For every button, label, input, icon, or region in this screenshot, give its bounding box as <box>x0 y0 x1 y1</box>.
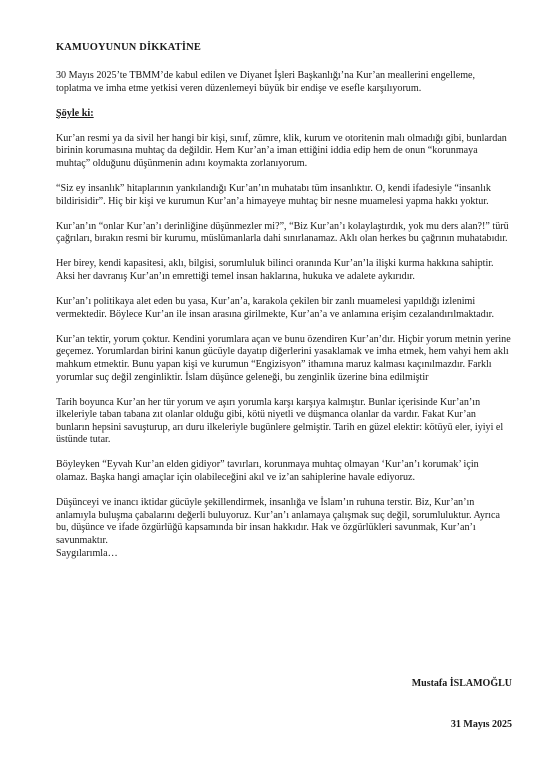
paragraph-4: Her birey, kendi kapasitesi, aklı, bilgisi, sorumluluk bilinci oranında Kur’an’la ilişki kurma hakkına sahiptir. Aksi her davranış Kur’an’ın emrettiği temel insan haklarına, hukuka ve adalete aykırıdır. <box>56 258 494 282</box>
paragraph-3: Kur’an’ın “onlar Kur’an’ı derinliğine düşünmezler mi?”, “Biz Kur’an’ı kolaylaştırdık, yok mu ders alan?!” türü çağrıları, bırakın resmi bir kurumu, müslümanlarla dahi sınırlanamaz. Aklı olan herkes bu çağrının muhatabıdır. <box>56 220 509 245</box>
document-title: KAMUOYUNUN DİKKATİNE <box>56 42 201 53</box>
signature-name: Mustafa İSLAMOĞLU <box>411 678 512 689</box>
intro-paragraph: 30 Mayıs 2025’te TBMM’de kabul edilen ve Diyanet İşleri Başkanlığı’na Kur’an meallerini engelleme, toplatma ve imha etme yetkisi veren düzenlemeyi büyük bir endişe ve esefle karşılıyorum. <box>56 70 476 94</box>
paragraph-5: Kur’an’ı politikaya alet eden bu yasa, Kur’an’a, karakola çekilen bir zanlı muamelesi yapıldığı izlenimi vermektedir. Böylece Kur’an ile insan arasına girilmekte, Kur’an’a ve anlamına erişim cezalandırılmaktadır. <box>56 296 494 320</box>
signature-date: 31 Mayıs 2025 <box>450 719 512 730</box>
paragraph-2: “Siz ey insanlık” hitaplarının yankılandığı Kur’an’ın muhatabı tüm insanlıktır. O, kendi ifadesiyle “insanlık bildirisidir”. Hiç bir kişi ve kurumun Kur’an’a himayeye muhtaç bir nesne muamelesi yapma hakkı yoktur. <box>56 182 491 207</box>
paragraph-9: Düşünceyi ve inancı iktidar gücüyle şekillendirmek, insanlığa ve İslam’ın ruhuna terstir. Biz, Kur’an’ın anlamıyla buluşma çabalarını değerli buluyoruz. Kur’an’ı anlamaya çalışmak suç değil, sorumluluktur. Ayrıca bu, düşünce ve ifade özgürlüğü kapsamında bir insan hakkıdır. Hak ve özgürlükleri savunmak, Kur’an’ı savunmaktır. <box>56 497 500 546</box>
paragraph-8: Böyleyken “Eyvah Kur’an elden gidiyor” tavırları, korunmaya muhtaç olmayan ‘Kur’an’ı korumak’ için olamaz. Başka hangi amaçlar için olabileceğini akıl ve iz’an sahiplerine havale ediyoruz. <box>56 459 479 484</box>
closing-line: Saygılarımla… <box>56 547 118 559</box>
paragraph-6: Kur’an tektir, yorum çoktur. Kendini yorumlara açan ve bunu özendiren Kur’an’dır. Hiçbir yorum metnin yerine geçemez. Yorumlardan birini kanun gücüyle dayatıp diğerlerini yasaklamak ve imha etmek, hem vahyi hem aklı mahkum etmektir. Bunu yapan kişi ve kurumun “Engizisyon” ithamına maruz kalması kaçınılmazdır. Farklı yorumlar suç değil zenginliktir. İslam düşünce geleneği, bu zenginlik üzerine bina edilmiştir <box>56 333 511 383</box>
paragraph-1: Kur’an resmi ya da sivil her hangi bir kişi, sınıf, zümre, klik, kurum ve otoritenin malı olmadığı gibi, bunlardan birinin korumasına muhtaç da değildir. Hem Kur’an’a iman ettiğini iddia edip hem de onun “korunmaya muhtaç” olduğunu düşünmenin adını koymakta zorlanıyorum. <box>56 132 507 169</box>
paragraph-7: Tarih boyunca Kur’an her tür yorum ve aşırı yorumla karşı karşıya kalmıştır. Bunlar içerisinde Kur’an’ın ilkeleriyle taban tabana zıt olanlar olduğu gibi, kötü niyetli ve düşmanca olanlar da vardır. Fakat Kur’an bunların hepsini savuşturup, arı duru ilkeleriyle bugünlere gelmiştir. Tarih en güzel elektir: kötüyü eler, iyiyi el üstünde tutar. <box>56 396 504 446</box>
subheading: Şöyle ki: <box>56 107 94 119</box>
